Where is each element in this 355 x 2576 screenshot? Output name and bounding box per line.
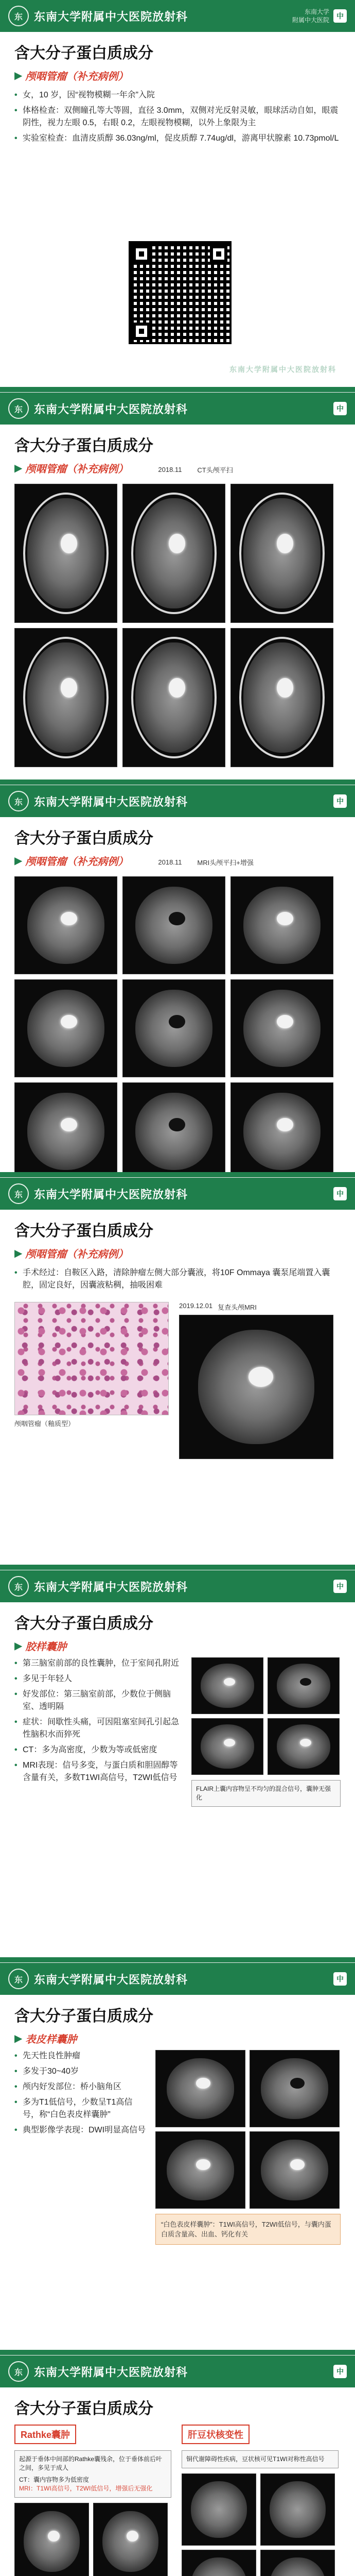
header-left	[8, 1576, 188, 1597]
bullet-item: • 实验室检查：血清皮质醇 36.03ng/ml，促皮质醇 7.74ug/dl，游离甲状腺素 10.73pmol/L	[14, 132, 341, 145]
section-heading	[14, 853, 128, 868]
pathology-image[interactable]	[14, 1302, 169, 1415]
epidermoid-mri[interactable]	[155, 2131, 245, 2209]
page-title: 含大分子蛋白质成分	[14, 1615, 153, 1632]
page-title: 含大分子蛋白质成分	[14, 437, 153, 454]
bullet-item: • 症状：间歇性头痛，可因阻塞室间孔引起急性脑积水而猝死	[14, 1716, 184, 1741]
mri-image[interactable]	[14, 1082, 117, 1178]
wilson-column	[182, 2422, 339, 2576]
colloid-mri[interactable]	[268, 1657, 340, 1714]
header-left	[8, 1183, 188, 1204]
university-seal-icon: 东	[8, 791, 29, 811]
header-left	[8, 398, 188, 419]
pathology-row	[0, 1297, 355, 1464]
page-title: 含大分子蛋白质成分	[14, 1223, 153, 1240]
header-left	[8, 2361, 188, 2382]
header-left	[8, 791, 188, 811]
epidermoid-mri[interactable]	[250, 2131, 340, 2209]
university-seal-icon: 东	[8, 2361, 29, 2382]
scan-date: 2018.11	[158, 858, 182, 866]
slide-header	[0, 0, 355, 32]
header-right	[333, 1972, 347, 1986]
rathke-item: CT：囊内容物多为低密度	[19, 2476, 89, 2483]
ct-image[interactable]	[14, 484, 117, 623]
rathke-grid	[14, 2503, 171, 2576]
section-heading	[14, 1246, 128, 1261]
org-name: 东南大学附属中大医院放射科	[34, 402, 188, 416]
epidermoid-bullets	[14, 2050, 148, 2245]
header-right	[292, 8, 347, 24]
header-left	[8, 1969, 188, 1989]
hospital-logo-icon: 中	[333, 1187, 347, 1200]
bullet-item: • 女，10 岁，因“视物模糊一年余”入院	[14, 89, 341, 101]
mri-image[interactable]	[230, 979, 333, 1077]
colloid-grid	[191, 1657, 341, 1775]
play-marker-icon: ▶	[14, 2033, 23, 2044]
hospital-logo-icon: 中	[333, 2365, 347, 2378]
mri-image[interactable]	[230, 876, 333, 974]
two-column	[0, 2422, 355, 2576]
brand-cn: 东南大学	[304, 8, 329, 15]
footer-bar	[0, 2350, 355, 2355]
slide-2	[0, 393, 355, 785]
slide-5	[0, 1570, 355, 1963]
hospital-logo-icon: 中	[333, 794, 347, 808]
surgery-bullets	[0, 1265, 355, 1297]
section-label: 颅咽管瘤（补充病例）	[25, 1249, 129, 1260]
header-right	[333, 2365, 347, 2378]
colloid-figures	[191, 1657, 341, 1807]
slide-header	[0, 2355, 355, 2387]
mri-image[interactable]	[230, 1082, 333, 1178]
colloid-bullets	[14, 1657, 184, 1807]
slide-header	[0, 1178, 355, 1210]
university-seal-icon: 东	[8, 1969, 29, 1989]
hospital-logo-icon: 中	[333, 402, 347, 415]
section-row	[0, 852, 355, 872]
university-seal-icon: 东	[8, 1183, 29, 1204]
bullet-item: • 颅内好发部位：桥小脑角区	[14, 2081, 148, 2093]
epidermoid-grid	[155, 2050, 341, 2209]
footer-bar	[0, 1172, 355, 1177]
colloid-content	[0, 1657, 355, 1807]
header-right	[333, 1187, 347, 1200]
play-marker-icon: ▶	[14, 1640, 23, 1652]
epidermoid-mri[interactable]	[250, 2050, 340, 2127]
header-left	[8, 6, 188, 26]
colloid-mri[interactable]	[268, 1718, 340, 1775]
epidermoid-content	[0, 2050, 355, 2245]
header-right	[333, 1580, 347, 1593]
slide-header	[0, 1570, 355, 1602]
section-label: 表皮样囊肿	[25, 2034, 77, 2045]
hospital-logo-icon: 中	[333, 1580, 347, 1593]
slide-header	[0, 785, 355, 817]
play-marker-icon: ▶	[14, 70, 23, 81]
section-label: 颅咽管瘤（补充病例）	[25, 856, 129, 868]
play-marker-icon: ▶	[14, 463, 23, 474]
bullet-item: • 典型影像学表现：DWI明显高信号	[14, 2124, 148, 2137]
qr-corner	[210, 245, 227, 263]
rathke-column	[14, 2422, 171, 2576]
rathke-mri[interactable]	[93, 2503, 168, 2576]
university-seal-icon: 东	[8, 6, 29, 26]
bullet-item: • MRI表现：信号多变，与蛋白质和胆固醇等含量有关，多数T1WI高信号，T2WI低信号	[14, 1759, 184, 1784]
epidermoid-figures	[155, 2050, 341, 2245]
case-bullets	[0, 87, 355, 150]
mri-image[interactable]	[14, 876, 117, 974]
bullet-item: • CT：多为高密度，少数为等或低密度	[14, 1744, 184, 1756]
page-title: 含大分子蛋白质成分	[14, 830, 153, 847]
ct-image[interactable]	[230, 484, 333, 623]
scan-date: 2018.11	[158, 466, 182, 473]
rathke-heading: Rathke囊肿	[14, 2425, 76, 2444]
bullet-item: • 好发部位：第三脑室前部，少数位于侧脑室、透明隔	[14, 1688, 184, 1713]
bullet-item: • 第三脑室前部的良性囊肿，位于室间孔附近	[14, 1657, 184, 1670]
org-name: 东南大学附属中大医院放射科	[34, 1188, 188, 1201]
mri-image[interactable]	[122, 979, 225, 1077]
qr-corner	[133, 323, 150, 340]
ct-image[interactable]	[122, 628, 225, 767]
wilson-mri[interactable]	[182, 2550, 256, 2576]
wilson-grid	[182, 2473, 339, 2576]
rathke-item: MRI：T1WI高信号，T2WI低信号，增强后无强化	[19, 2485, 153, 2492]
org-name: 东南大学附属中大医院放射科	[34, 10, 188, 24]
watermark: 东南大学附属中大医院放射科	[229, 365, 336, 374]
play-marker-icon: ▶	[14, 855, 23, 867]
rathke-mri[interactable]	[14, 2503, 89, 2576]
epidermoid-mri[interactable]	[155, 2050, 245, 2127]
footer-bar	[0, 1957, 355, 1962]
qr-corner	[133, 245, 150, 263]
wilson-mri[interactable]	[260, 2550, 335, 2576]
ct-image[interactable]	[122, 484, 225, 623]
slide-6	[0, 1963, 355, 2355]
wilson-mri[interactable]	[182, 2473, 256, 2546]
followup-caption-row	[179, 1302, 333, 1312]
hospital-logo-icon: 中	[333, 9, 347, 23]
slide-header	[0, 393, 355, 425]
org-name: 东南大学附属中大医院放射科	[34, 1973, 188, 1987]
flair-note: FLAIR上囊内容物呈不均匀的混合信号，囊肿无强化	[191, 1780, 341, 1807]
page-title: 含大分子蛋白质成分	[14, 45, 153, 62]
ct-image[interactable]	[230, 628, 333, 767]
followup-mri[interactable]	[179, 1315, 333, 1459]
wilson-panel: 铜代谢障碍性疾病，豆状核可见T1WI对称性高信号	[182, 2450, 339, 2468]
mri-image[interactable]	[14, 979, 117, 1077]
qr-code[interactable]	[129, 241, 232, 344]
page-title: 含大分子蛋白质成分	[14, 2400, 153, 2417]
section-heading	[14, 68, 128, 83]
white-epidermoid-note: “白色表皮样囊肿”：T1WI高信号，T2WI低信号，与囊内蛋白质含量高、出血、钙化有关	[155, 2214, 341, 2245]
section-label: 胶样囊肿	[25, 1641, 67, 1653]
scan-type: CT头颅平扫	[197, 466, 233, 474]
footer-bar	[0, 1565, 355, 1570]
followup-label: 复查头颅MRI	[218, 1303, 257, 1311]
university-seal-icon: 东	[8, 398, 29, 419]
mri-grid	[0, 872, 355, 1178]
ct-image[interactable]	[14, 628, 117, 767]
bullet-item: • 多发于30~40岁	[14, 2065, 148, 2078]
section-heading	[14, 2031, 77, 2046]
wilson-heading: 肝豆状核变性	[182, 2425, 250, 2444]
org-name: 东南大学附属中大医院放射科	[34, 795, 188, 809]
bullet-item: • 先天性良性肿瘤	[14, 2050, 148, 2062]
pathology-caption: 颅咽管瘤（釉质型）	[14, 1420, 75, 1428]
colloid-mri[interactable]	[191, 1718, 263, 1775]
slide-1	[0, 0, 355, 393]
slide-7	[0, 2355, 355, 2576]
play-marker-icon: ▶	[14, 1248, 23, 1259]
org-name: 东南大学附属中大医院放射科	[34, 2365, 188, 2379]
colloid-mri[interactable]	[191, 1657, 263, 1714]
university-seal-icon: 东	[8, 1576, 29, 1597]
section-heading	[14, 1638, 66, 1653]
section-row	[0, 460, 355, 480]
scan-type: MRI头颅平扫+增强	[197, 859, 254, 867]
section-heading	[14, 461, 128, 476]
footer-bar	[0, 779, 355, 785]
org-name: 东南大学附属中大医院放射科	[34, 1580, 188, 1594]
followup-date: 2019.12.01	[179, 1302, 213, 1310]
bullet-item: • 多为T1低信号，少数呈T1高信号，称“白色表皮样囊肿”	[14, 2096, 148, 2121]
mri-image[interactable]	[122, 1082, 225, 1178]
header-right	[333, 402, 347, 415]
brand-sub: 附属中大医院	[292, 16, 329, 24]
ct-grid	[0, 480, 355, 771]
slide-3	[0, 785, 355, 1178]
rathke-text: 起源于垂体中间部的Rathke囊残余，位于垂体前后叶之间，多见于成人	[19, 2455, 163, 2471]
brand-text	[292, 8, 329, 24]
header-right	[333, 794, 347, 808]
rathke-panel	[14, 2450, 171, 2498]
slide-4	[0, 1178, 355, 1570]
bullet-item: • 多见于年轻人	[14, 1673, 184, 1685]
section-label: 颅咽管瘤（补充病例）	[25, 71, 129, 82]
bullet-item: • 手术经过：自鞍区入路，清除肿瘤左侧大部分囊液，将10F Ommaya 囊泵尾端置入囊腔，固定良好，因囊液粘稠，抽吸困难	[14, 1267, 341, 1292]
hospital-logo-icon: 中	[333, 1972, 347, 1986]
section-label: 颅咽管瘤（补充病例）	[25, 464, 129, 475]
pathology-block	[14, 1302, 169, 1459]
mri-image[interactable]	[122, 876, 225, 974]
footer-bar	[0, 387, 355, 392]
followup-block	[179, 1302, 333, 1459]
wilson-mri[interactable]	[260, 2473, 335, 2546]
bullet-item: • 体格检查：双侧瞳孔等大等圆，直径 3.0mm，双侧对光反射灵敏，眼球活动自如，眼震阴性，视力左眼 0.5，右眼 0.2，左眼视物模糊，以外上象限为主	[14, 105, 341, 129]
slide-header	[0, 1963, 355, 1995]
page-title: 含大分子蛋白质成分	[14, 2008, 153, 2025]
